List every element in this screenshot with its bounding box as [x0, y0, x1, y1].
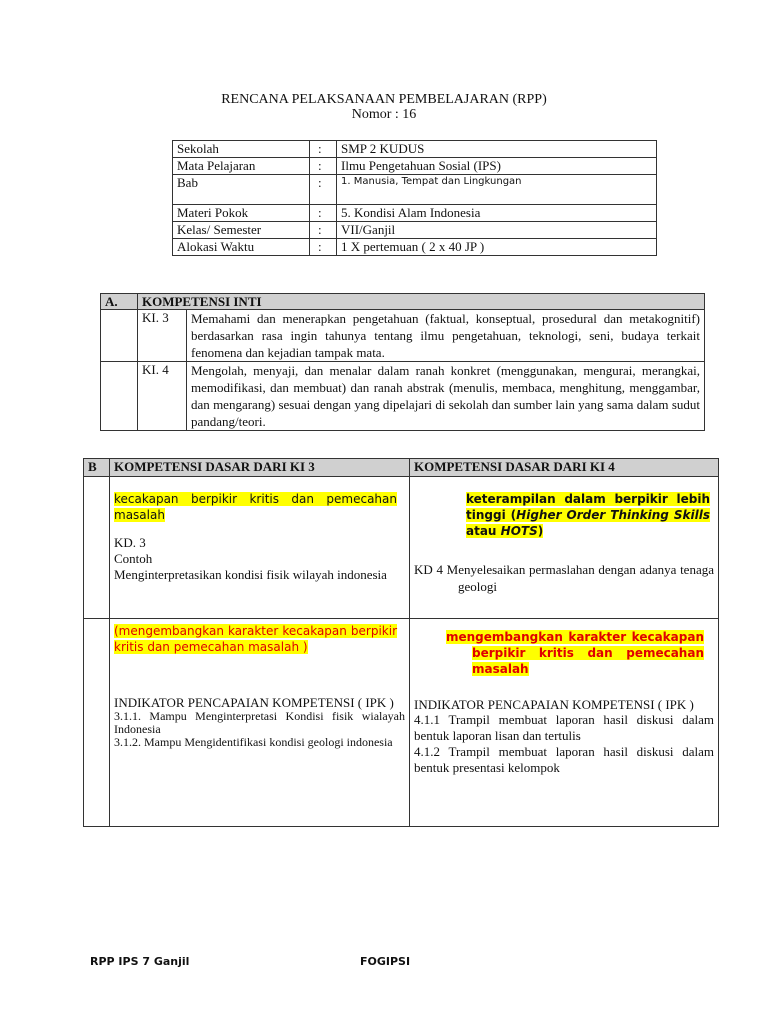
identity-label: Materi Pokok [173, 205, 310, 222]
identity-label: Sekolah [173, 141, 310, 158]
kd-row-bottom [84, 619, 719, 827]
kompetensi-inti-table [100, 293, 705, 431]
identity-label: Alokasi Waktu [173, 239, 310, 256]
kd-heading-right: KOMPETENSI DASAR DARI KI 4 [410, 459, 719, 477]
ki-header-row [101, 294, 705, 310]
kd4-cell [410, 477, 719, 619]
identity-value: Ilmu Pengetahuan Sosial (IPS) [337, 158, 657, 175]
identity-label: Mata Pelajaran [173, 158, 310, 175]
kd-row-top [84, 477, 719, 619]
kd4-highlight-block [466, 491, 710, 539]
kd4-text: KD 4 Menyelesaikan permaslahan dengan adanya tenaga geologi [414, 562, 714, 594]
identity-value: 5. Kondisi Alam Indonesia [337, 205, 657, 222]
identity-row [173, 222, 657, 239]
kd4-highlight-text: keterampilan dalam berpikir lebih tinggi ( [466, 492, 710, 522]
ki-text: Memahami dan menerapkan pengetahuan (faktual, konseptual, prosedural dan metakognitif) berdasarkan rasa ingin tahunya tentang ilmu pengetahuan, teknologi, seni, budaya terkait fenomena dan kejadian tampak mata. [187, 310, 705, 362]
identity-table [172, 140, 657, 256]
identity-colon: : [310, 222, 337, 239]
identity-colon: : [310, 175, 337, 205]
ipk3-cell [110, 619, 410, 827]
identity-label: Kelas/ Semester [173, 222, 310, 239]
ipk3-title: INDIKATOR PENCAPAIAN KOMPETENSI ( IPK ) [114, 695, 394, 710]
ipk4-cell [410, 619, 719, 827]
ipk4-highlight-block [446, 629, 704, 677]
ipk4-highlight: mengembangkan karakter kecakapan berpikir kritis dan pemecahan masalah [446, 630, 704, 676]
ki-text: Mengolah, menyaji, dan menalar dalam ranah konkret (menggunakan, mengurai, merangkai, memodifikasi, dan membuat) dan ranah abstrak (menulis, membaca, menghitung, menggambar, dan mengarang) sesuai dengan yang dipelajari di sekolah dan sumber lain yang sama dalam sudut pandang/teori. [187, 362, 705, 431]
ipk3-item: 3.1.1. Mampu Menginterpretasi Kondisi fisik wialayah Indonesia [114, 709, 405, 736]
kd-section-letter: B [84, 459, 110, 477]
ki-section-letter: A. [101, 294, 138, 310]
ki-blank-cell [101, 310, 138, 362]
footer-left: RPP IPS 7 Ganjil [90, 955, 190, 968]
kd-heading-left: KOMPETENSI DASAR DARI KI 3 [110, 459, 410, 477]
identity-value: 1. Manusia, Tempat dan Lingkungan [337, 175, 657, 205]
identity-colon: : [310, 239, 337, 256]
ipk3-item: 3.1.2. Mampu Mengidentifikasi kondisi geologi indonesia [114, 735, 393, 749]
kd3-example-label: Contoh [114, 551, 153, 566]
ki-code: KI. 3 [138, 310, 187, 362]
identity-colon: : [310, 205, 337, 222]
identity-colon: : [310, 141, 337, 158]
ipk4-title: INDIKATOR PENCAPAIAN KOMPETENSI ( IPK ) [414, 697, 694, 712]
kd3-highlight: kecakapan berpikir kritis dan pemecahan masalah [114, 492, 397, 522]
footer-center: FOGIPSI [360, 955, 411, 968]
kompetensi-dasar-table [83, 458, 719, 827]
identity-value: 1 X pertemuan ( 2 x 40 JP ) [337, 239, 657, 256]
identity-row [173, 175, 657, 205]
ki-row [101, 310, 705, 362]
ipk3-highlight-block [114, 623, 397, 655]
ki-code: KI. 4 [138, 362, 187, 431]
identity-label: Bab [173, 175, 310, 205]
identity-row [173, 141, 657, 158]
ki-blank-cell [101, 362, 138, 431]
ipk3-highlight: (mengembangkan karakter kecakapan berpikir kritis dan pemecahan masalah ) [114, 624, 397, 654]
kd-header-row [84, 459, 719, 477]
kd4-highlight [466, 492, 710, 538]
kd3-code: KD. 3 [114, 535, 146, 550]
document-number: Nomor : 16 [351, 107, 417, 122]
kd3-highlight-block [114, 491, 397, 523]
ipk4-item: 4.1.1 Trampil membuat laporan hasil diskusi dalam bentuk laporan lisan dan tertulis [414, 712, 714, 743]
identity-colon: : [310, 158, 337, 175]
kd4-highlight-text-b: atau [466, 524, 501, 538]
identity-row [173, 158, 657, 175]
kd3-cell [110, 477, 410, 619]
ki-heading: KOMPETENSI INTI [138, 294, 705, 310]
kd4-highlight-text-c: ) [537, 524, 544, 538]
identity-row [173, 205, 657, 222]
identity-row [173, 239, 657, 256]
identity-value: VII/Ganjil [337, 222, 657, 239]
kd3-text: Menginterpretasikan kondisi fisik wilayah indonesia [114, 567, 387, 582]
kd4-highlight-italic-2: HOTS [500, 524, 538, 538]
identity-value: SMP 2 KUDUS [337, 141, 657, 158]
kd4-highlight-italic: Higher Order Thinking Skills [516, 508, 710, 522]
ki-row [101, 362, 705, 431]
kd-blank-cell [84, 477, 110, 619]
kd-blank-cell [84, 619, 110, 827]
document-title: RENCANA PELAKSANAAN PEMBELAJARAN (RPP) [221, 92, 547, 107]
ipk4-item: 4.1.2 Trampil membuat laporan hasil diskusi dalam bentuk presentasi kelompok [414, 744, 714, 775]
